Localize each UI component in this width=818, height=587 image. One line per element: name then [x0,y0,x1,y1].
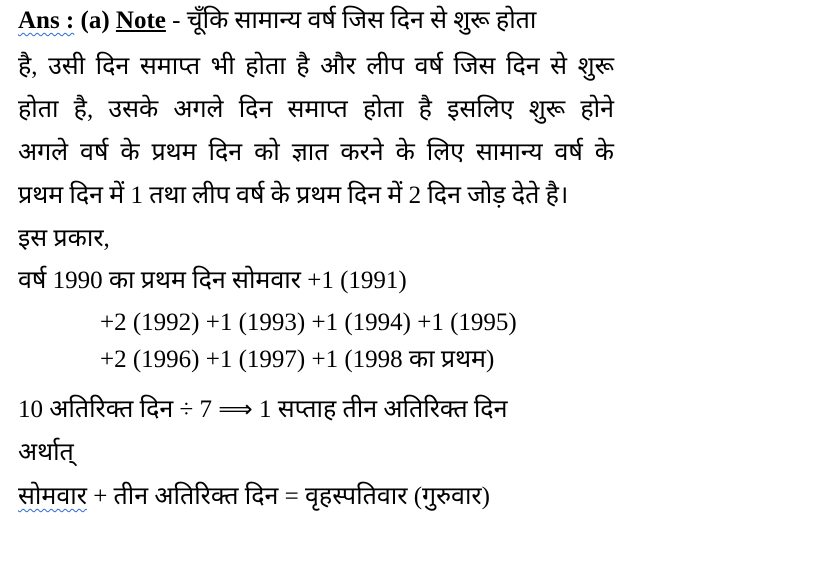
years-1992-1995-line [100,306,517,340]
line-12-text: + तीन अतिरिक्त दिन = वृहस्पतिवार (गुरुवार) [86,483,490,510]
note-label: Note [115,7,166,34]
answer-line-1 [18,4,536,38]
line-4-text: अगले वर्ष के प्रथम दिन को ज्ञात करने के लिए सामान्य वर्ष के [18,139,614,166]
years-1996-1998-line [100,343,494,377]
line-11-text: अर्थात् [18,439,74,466]
answer-line-6 [18,222,110,256]
line-7-text: वर्ष 1990 का प्रथम दिन सोमवार +1 (1991) [18,267,407,294]
answer-line-3 [18,93,614,127]
line-10-left: 10 अतिरिक्त दिन ÷ 7 [18,396,213,423]
line-1-text: - चूँकि सामान्य वर्ष जिस दिन से शुरू होता [165,7,537,34]
implies-arrow-icon: ⟹ [218,395,253,423]
extra-days-line [18,392,507,427]
line-6-text: इस प्रकार, [18,225,110,252]
monday-word: सोमवार [18,483,87,510]
answer-line-2 [18,50,614,84]
option-label: (a) [80,7,110,34]
answer-line-4 [18,136,614,170]
answer-line-5 [18,179,568,213]
line-2-text: है, उसी दिन समाप्त भी होता है और लीप वर्ष जिस दिन से शुरू [18,53,614,80]
result-line [18,480,490,514]
year-1990-line [18,264,407,298]
line-8-text: +2 (1992) +1 (1993) +1 (1994) +1 (1995) [100,309,517,336]
line-10-right: 1 सप्ताह तीन अतिरिक्त दिन [258,396,508,423]
answer-line-11 [18,436,74,470]
line-5-text: प्रथम दिन में 1 तथा लीप वर्ष के प्रथम दिन में 2 दिन जोड़ देते है। [18,182,569,209]
ans-label: Ans : [18,7,75,34]
line-9-text: +2 (1996) +1 (1997) +1 (1998 का प्रथम) [100,346,495,373]
line-3-text: होता है, उसके अगले दिन समाप्त होता है इसलिए शुरू होने [18,96,614,123]
